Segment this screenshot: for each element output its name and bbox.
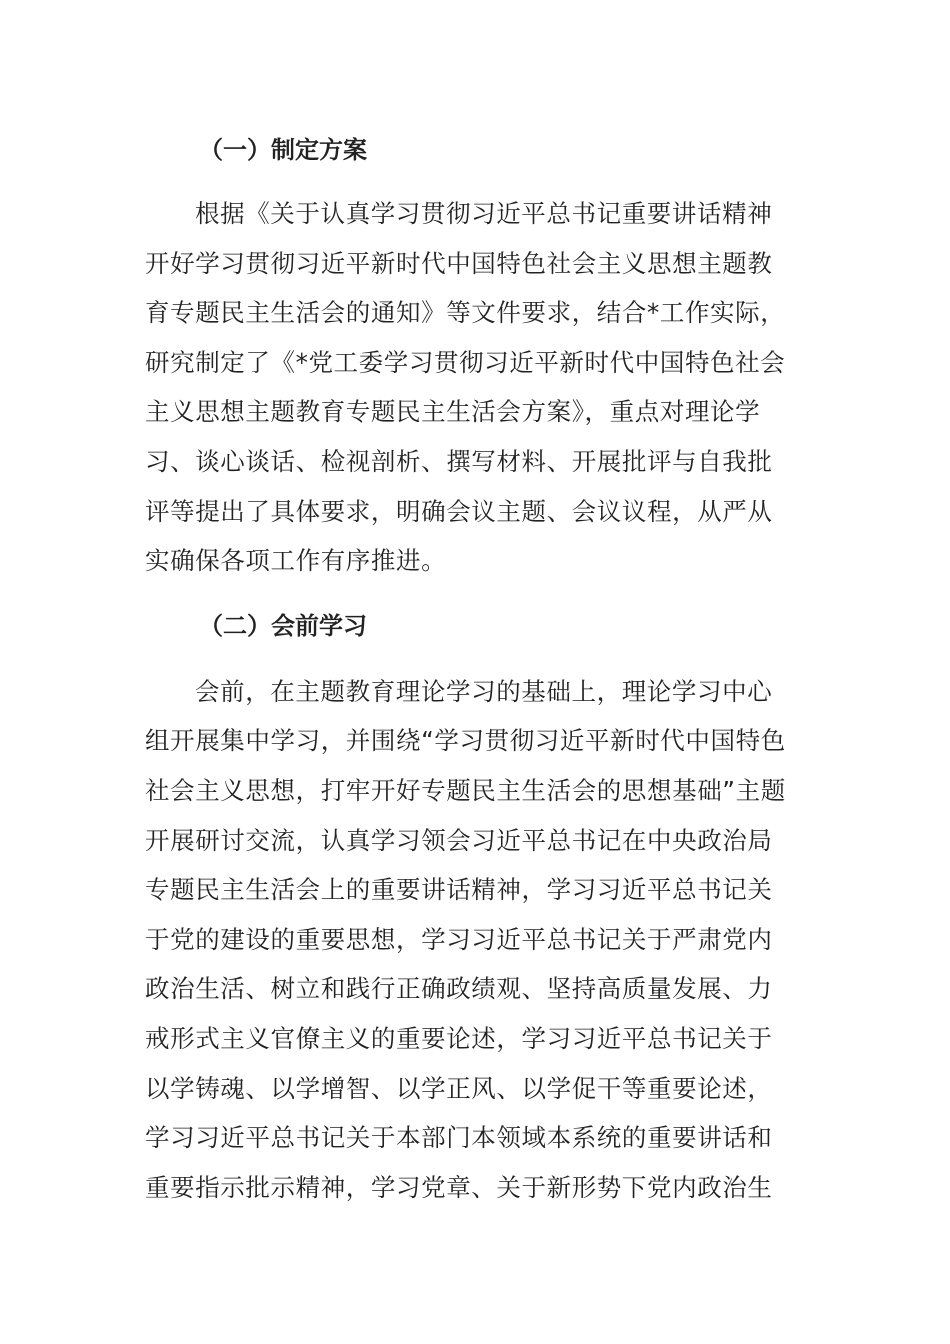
section-heading-2: （二）会前学习 bbox=[199, 611, 367, 640]
paragraph-line: 重要指示批示精神，学习党章、关于新形势下党内政治生 bbox=[145, 1172, 773, 1202]
paragraph-line: 于党的建设的重要思想，学习习近平总书记关于严肃党内 bbox=[145, 924, 773, 954]
paragraph-line: 社会主义思想，打牢开好专题民主生活会的思想基础”主题 bbox=[145, 775, 786, 805]
paragraph-line: 研究制定了《*党工委学习贯彻习近平新时代中国特色社会 bbox=[145, 347, 786, 377]
paragraph-line: 根据《关于认真学习贯彻习近平总书记重要讲话精神 bbox=[195, 199, 773, 228]
paragraph-line: 会前，在主题教育理论学习的基础上，理论学习中心 bbox=[195, 676, 773, 706]
paragraph-line: 习、谈心谈话、检视剖析、撰写材料、开展批评与自我批 bbox=[145, 446, 773, 476]
document-page bbox=[145, 125, 805, 1212]
paragraph-line: 育专题民主生活会的通知》等文件要求，结合*工作实际， bbox=[145, 298, 786, 328]
paragraph-line: 戒形式主义官僚主义的重要论述，学习习近平总书记关于 bbox=[145, 1023, 773, 1053]
paragraph-line: 政治生活、树立和践行正确政绩观、坚持高质量发展、力 bbox=[145, 974, 773, 1004]
paragraph-line: 开好学习贯彻习近平新时代中国特色社会主义思想主题教 bbox=[145, 248, 773, 278]
paragraph-line: 组开展集中学习，并围绕“学习贯彻习近平新时代中国特色 bbox=[145, 726, 786, 756]
paragraph-line: 主义思想主题教育专题民主生活会方案》，重点对理论学 bbox=[145, 397, 761, 427]
paragraph-line: 实确保各项工作有序推进。 bbox=[145, 546, 447, 576]
paragraph-2 bbox=[145, 667, 805, 1213]
paragraph-line: 学习习近平总书记关于本部门本领域本系统的重要讲话和 bbox=[145, 1123, 773, 1153]
paragraph-line: 专题民主生活会上的重要讲话精神，学习习近平总书记关 bbox=[145, 875, 773, 905]
paragraph-line: 评等提出了具体要求，明确会议主题、会议议程，从严从 bbox=[145, 496, 773, 526]
paragraph-line: 开展研讨交流，认真学习领会习近平总书记在中央政治局 bbox=[145, 825, 773, 855]
paragraph-line: 以学铸魂、以学增智、以学正风、以学促干等重要论述， bbox=[145, 1073, 773, 1103]
paragraph-1 bbox=[145, 189, 805, 586]
section-heading-1: （一）制定方案 bbox=[199, 136, 367, 164]
